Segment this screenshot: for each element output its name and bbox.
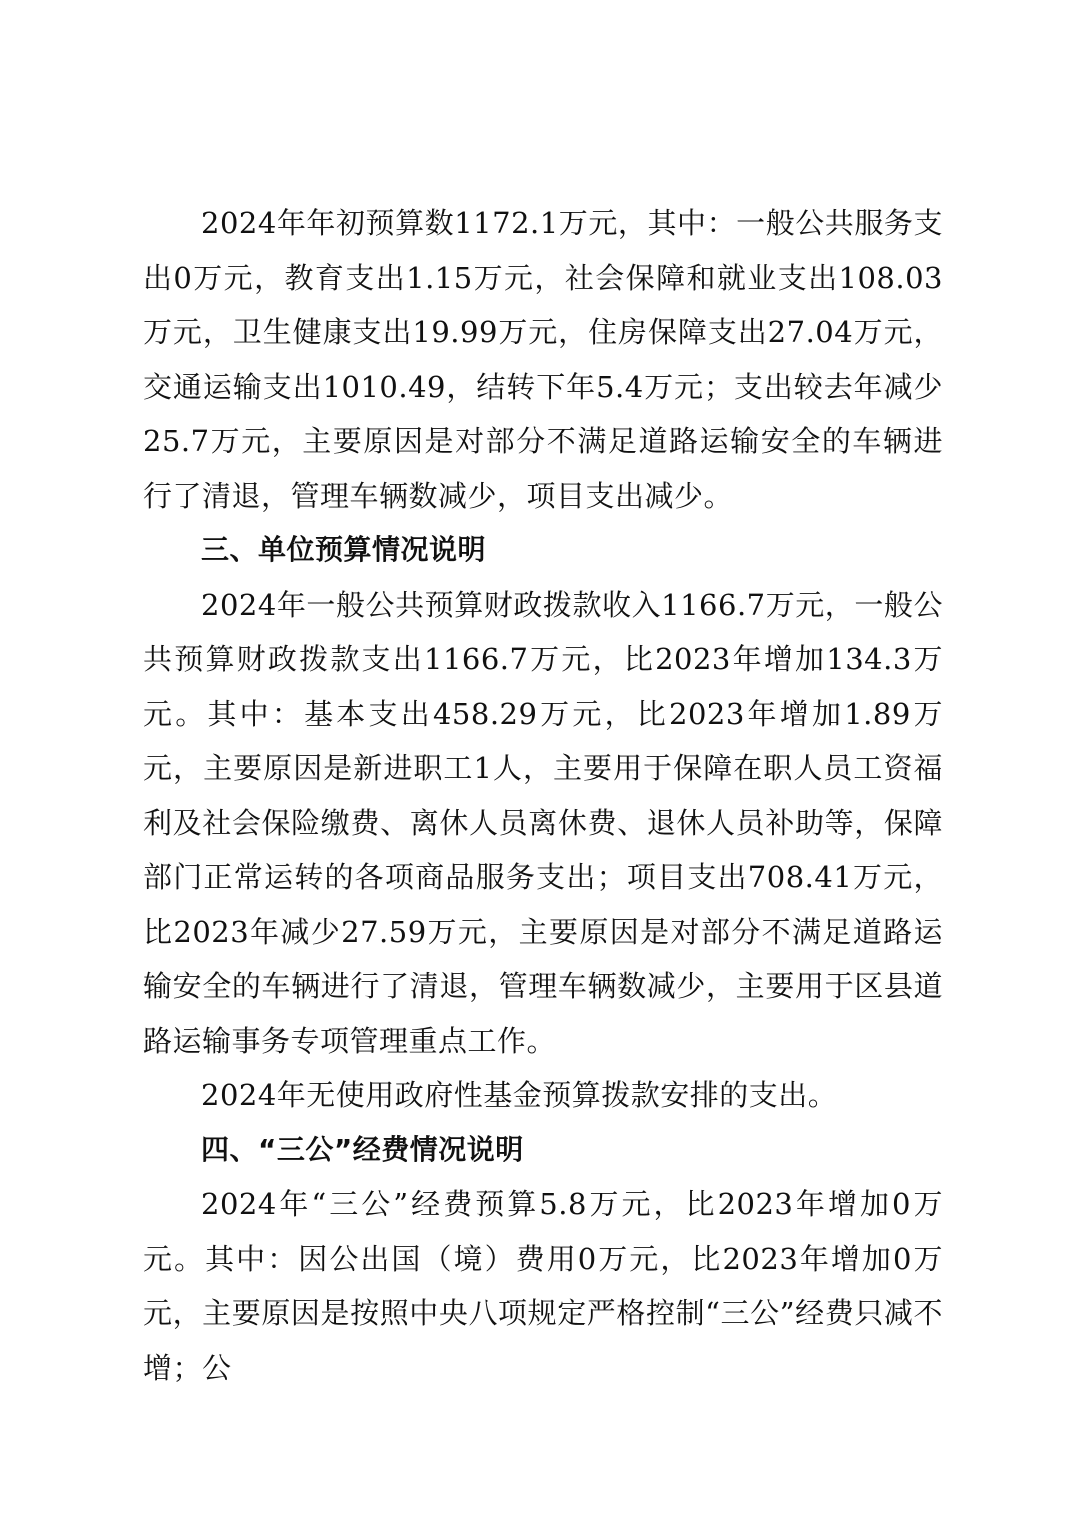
paragraph-three-public: 2024年“三公”经费预算5.8万元，比2023年增加0万元。其中：因公出国（境）费用0万元，比2023年增加0万元，主要原因是按照中央八项规定严格控制“三公”经费只减不增；公 bbox=[143, 1187, 943, 1385]
paragraph-unit-budget: 2024年一般公共预算财政拨款收入1166.7万元，一般公共预算财政拨款支出1166.7万元，比2023年增加134.3万元。其中：基本支出458.29万元，比2023年增加1.89万元，主要原因是新进职工1人，主要用于保障在职人员工资福利及社会保险缴费、离休人员离休费、退休人员补助等，保障部门正常运转的各项商品服务支出；项目支出708.41万元，比2023年减少27.59万元，主要原因是对部分不满足道路运输安全的车辆进行了清退，管理车辆数减少，主要用于区县道路运输事务专项管理重点工作。 bbox=[143, 587, 943, 1058]
paragraph-government-fund: 2024年无使用政府性基金预算拨款安排的支出。 bbox=[201, 1078, 838, 1112]
section-heading-unit-budget: 三、单位预算情况说明 bbox=[201, 533, 487, 566]
document-page bbox=[143, 196, 943, 1395]
section-heading-three-public: 四、“三公”经费情况说明 bbox=[201, 1132, 524, 1166]
paragraph-budget-overview: 2024年年初预算数1172.1万元，其中：一般公共服务支出0万元，教育支出1.15万元，社会保障和就业支出108.03万元，卫生健康支出19.99万元，住房保障支出27.04万元，交通运输支出1010.49，结转下年5.4万元；支出较去年减少25.7万元，主要原因是对部分不满足道路运输安全的车辆进行了清退，管理车辆数减少，项目支出减少。 bbox=[143, 206, 943, 513]
